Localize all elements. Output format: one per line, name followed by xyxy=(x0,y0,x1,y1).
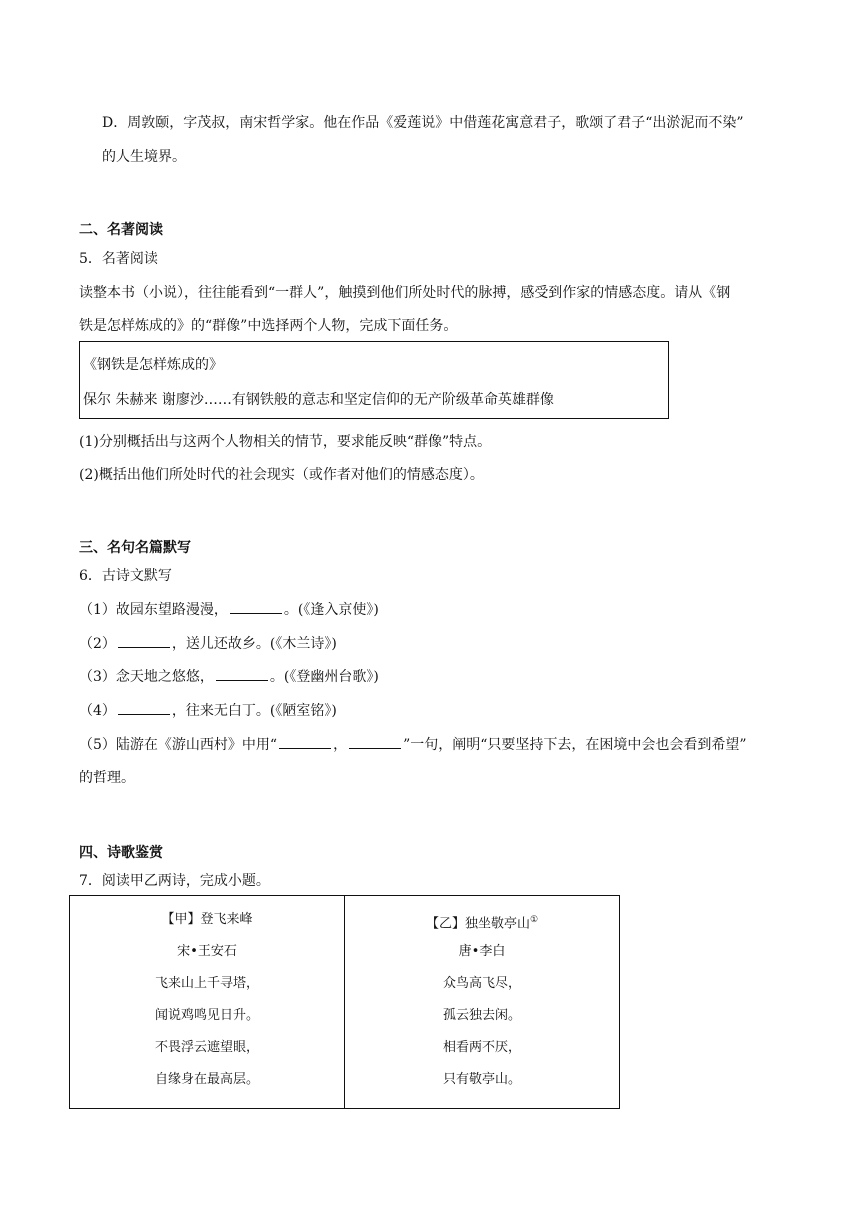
q6-item1: （1）故园东望路漫漫， 。(《逢入京使》) xyxy=(79,602,379,618)
q5-task1: (1)分别概括出与这两个人物相关的情节，要求能反映“群像”特点。 xyxy=(79,434,492,450)
poem-b-title-row xyxy=(345,904,619,936)
poem-line: 相看两不厌， xyxy=(442,1040,521,1055)
q6-item5: （5）陆游在《游山西村》中用“ ， ”一句，阐明“只要坚持下去，在困境中会也会看到希望” xyxy=(79,737,747,753)
q5-task2: (2)概括出他们所处时代的社会现实（或作者对他们的情感态度）。 xyxy=(79,467,484,483)
q6-item4: （4） ，往来无白丁。(《陋室铭》) xyxy=(79,703,337,719)
poem-line: 孤云独去闲。 xyxy=(442,1008,521,1023)
poem-line: 闻说鸡鸣见日升。 xyxy=(154,1008,259,1023)
footnote-marker: ① xyxy=(529,915,539,925)
book-info-box xyxy=(79,341,669,419)
blank xyxy=(230,601,282,614)
section2-heading: 二、名著阅读 xyxy=(79,222,163,238)
blank xyxy=(216,668,268,681)
poem-table xyxy=(69,895,620,1109)
poem-line: 众鸟高飞尽， xyxy=(442,976,521,991)
q6-title: 6．古诗文默写 xyxy=(79,568,172,584)
q4d-line2: 的人生境界。 xyxy=(102,149,186,165)
poem-line: 飞来山上千寻塔， xyxy=(154,976,259,991)
q5-title: 5．名著阅读 xyxy=(79,251,158,267)
blank xyxy=(349,736,401,749)
blank xyxy=(118,635,170,648)
q4d-line1: D．周敦颐，字茂叔，南宋哲学家。他在作品《爱莲说》中借莲花寓意君子，歌颂了君子“出淤泥而不染” xyxy=(102,115,744,131)
poem-a-author: 宋•王安石 xyxy=(177,944,237,959)
q5-intro-line2: 铁是怎样炼成的》的“群像”中选择两个人物，完成下面任务。 xyxy=(79,318,458,334)
poem-line: 只有敬亭山。 xyxy=(442,1072,521,1087)
box-text: 保尔 朱赫来 谢廖沙……有钢铁般的意志和坚定信仰的无产阶级革命英雄群像 xyxy=(83,392,554,408)
section4-heading: 四、诗歌鉴赏 xyxy=(79,845,163,861)
q7-title: 7．阅读甲乙两诗，完成小题。 xyxy=(79,873,270,889)
section3-heading: 三、名句名篇默写 xyxy=(79,540,191,556)
poem-a-title: 【甲】登飞来峰 xyxy=(161,912,253,927)
blank xyxy=(118,702,170,715)
poem-b-author: 唐•李白 xyxy=(458,944,506,959)
poem-a xyxy=(70,896,344,1108)
q5-intro-line1: 读整本书（小说），往往能看到“一群人”，触摸到他们所处时代的脉搏，感受到作家的情感态度。请从《钢 xyxy=(79,285,731,301)
poem-line: 不畏浮云遮望眼， xyxy=(154,1040,259,1055)
q6-item3: （3）念天地之悠悠， 。(《登幽州台歌》) xyxy=(79,669,379,685)
q6-item5-line2: 的哲理。 xyxy=(79,770,135,786)
poem-b xyxy=(344,896,619,1108)
blank xyxy=(279,736,331,749)
box-title: 《钢铁是怎样炼成的》 xyxy=(83,357,223,373)
q6-item2: （2） ，送儿还故乡。(《木兰诗》) xyxy=(79,636,337,652)
poem-line: 自缘身在最高层。 xyxy=(154,1072,259,1087)
poem-b-title: 【乙】独坐敬亭山 xyxy=(425,916,530,932)
